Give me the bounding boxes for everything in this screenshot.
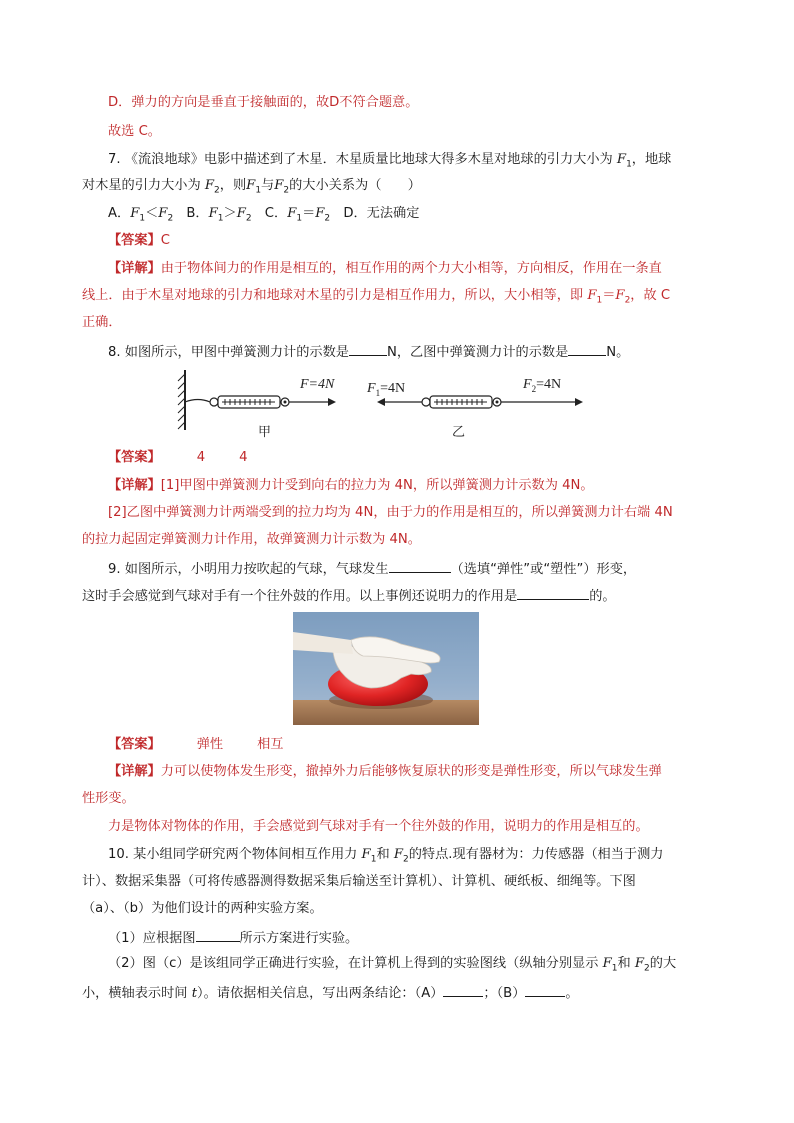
q8-answer: 【答案】 4 4 <box>108 450 248 465</box>
q10-stem-line1: 10. 某小组同学研究两个物体间相互作用力 $F_1$和 $F_2$的特点.现有器材为：力传感器（相当于测力 <box>108 847 664 865</box>
q8-blank-2[interactable] <box>568 341 606 356</box>
q10-blank-1[interactable] <box>196 927 240 942</box>
q9-detail-line3: 力是物体对物体的作用，手会感觉到气球对手有一个往外鼓的作用，说明力的作用是相互的。 <box>108 819 649 834</box>
wall-hatching <box>178 374 185 429</box>
q9-blank-1[interactable] <box>389 558 451 573</box>
q8-detail-line2: [2]乙图中弹簧测力计两端受到的拉力均为 4N，由于力的作用是相互的，所以弹簧测力计右端 4N <box>108 505 673 520</box>
q10-sub2: （2）图（c）是该组同学正确进行实验，在计算机上得到的实验图线（纵轴分别显示 $F_1$和 $F_2$的大 <box>108 956 677 974</box>
spring-scale-diagram <box>170 362 590 442</box>
q9-stem-line2: 这时手会感觉到气球对手有一个往外鼓的作用。以上事例还说明力的作用是 的。 <box>82 585 616 607</box>
q9-answer: 【答案】 弹性 相互 <box>108 737 284 752</box>
yi-label: 乙 <box>452 425 466 440</box>
q8-detail-line1: 【详解】[1]甲图中弹簧测力计受到向右的拉力为 4N，所以弹簧测力计示数为 4N。 <box>108 478 594 493</box>
q8-detail-line3: 的拉力起固定弹簧测力计作用，故弹簧测力计示数为 4N。 <box>82 532 421 547</box>
q7-stem-line2: 对木星的引力大小为 $F_2$，则$F_1$与$F_2$的大小关系为（ ） <box>82 178 421 196</box>
q7-detail-line1: 【详解】由于物体间力的作用是相互的，相互作用的两个力大小相等，方向相反，作用在一条直 <box>108 261 662 276</box>
q10-blank-a[interactable] <box>443 982 483 997</box>
balloon-photo <box>293 612 479 725</box>
q9-stem-line1: 9. 如图所示，小明用力按吹起的气球，气球发生 （选填“弹性”或“塑性”）形变， <box>108 558 636 580</box>
q7-answer: 【答案】C <box>108 233 170 248</box>
q7-detail-line3: 正确． <box>82 315 122 330</box>
jia-spring-scale <box>185 396 336 408</box>
q6-option-d-text: D．弹力的方向是垂直于接触面的，故D不符合题意。 <box>108 95 419 110</box>
q6-choose-text: 故选 C。 <box>108 124 161 139</box>
q10-stem-line3: （a）、（b）为他们设计的两种实验方案。 <box>82 901 323 916</box>
q8-blank-1[interactable] <box>349 341 387 356</box>
q9-detail-line1: 【详解】力可以使物体发生形变，撤掉外力后能够恢复原状的形变是弹性形变，所以气球发生弹 <box>108 764 662 779</box>
q10-stem-line2: 计）、数据采集器（可将传感器测得数据采集后输送至计算机）、计算机、硬纸板、细绳等。下图 <box>82 874 636 889</box>
q8-stem: 8. 如图所示，甲图中弹簧测力计的示数是 N，乙图中弹簧测力计的示数是 N。 <box>108 341 629 363</box>
yi-f2-label: $F_2=4N$ <box>523 377 562 394</box>
q10-sub3: 小，横轴表示时间 t）。请依据相关信息，写出两条结论：（A） ；（B） 。 <box>82 982 579 1004</box>
yi-f1-label: $F_1=4N$ <box>367 381 406 398</box>
q7-detail-line2: 线上．由于木星对地球的引力和地球对木星的引力是相互作用力，所以，大小相等，即 $F_1=F_2$，故 C <box>82 288 671 306</box>
jia-label: 甲 <box>258 425 272 440</box>
q7-stem-line1: 7. 《流浪地球》电影中描述到了木星．木星质量比地球大得多木星对地球的引力大小为 $F_1$，地球 <box>108 152 672 170</box>
q10-sub1: （1）应根据图 所示方案进行实验。 <box>108 927 358 949</box>
jia-force-label: F=4N <box>300 377 335 392</box>
q9-detail-line2: 性形变。 <box>82 791 135 806</box>
q7-options: A．$F_1<F_2$ B．$F_1>F_2$ C．$F_1=F_2$ D．无法确定 <box>108 206 420 224</box>
q9-blank-2[interactable] <box>517 585 589 600</box>
yi-spring-scale <box>377 396 583 408</box>
q10-blank-b[interactable] <box>525 982 565 997</box>
